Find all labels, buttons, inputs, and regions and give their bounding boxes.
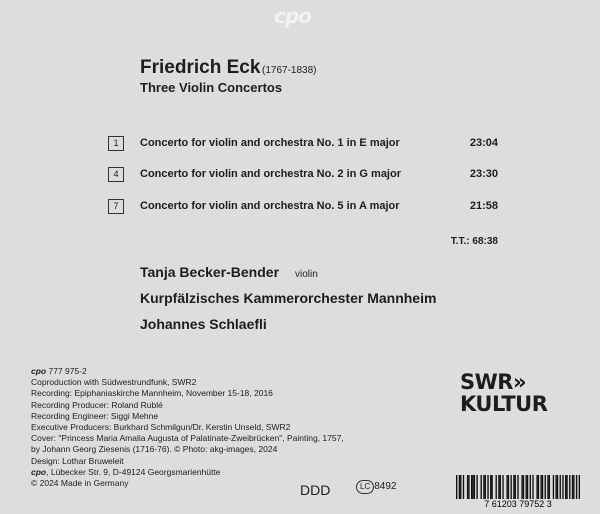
barcode-bar <box>471 475 472 499</box>
credits-block <box>31 366 344 489</box>
barcode-bar <box>569 475 570 499</box>
barcode-bar <box>476 475 477 499</box>
barcode-bar <box>572 475 573 499</box>
barcode-bar <box>549 475 550 499</box>
barcode-bar <box>463 475 464 499</box>
swr-logo-line1: SWR» <box>460 370 527 394</box>
barcode-bar <box>530 475 531 499</box>
barcode-bar <box>483 475 484 499</box>
barcode-bar <box>557 475 558 499</box>
barcode-bar <box>565 475 566 499</box>
barcode-bar <box>472 475 473 499</box>
catalog-number: 777 975-2 <box>48 366 87 376</box>
credit-line: Recording Engineer: Siggi Mehne <box>31 410 159 421</box>
track-title: Concerto for violin and orchestra No. 1 in E major <box>140 137 400 149</box>
barcode-bar <box>481 475 482 499</box>
barcode-bar <box>515 475 516 499</box>
track-duration: 23:04 <box>469 137 498 149</box>
barcode-bar <box>487 475 488 499</box>
barcode-bar <box>502 475 503 499</box>
barcode-bar <box>496 475 497 499</box>
barcode-bar <box>540 475 541 499</box>
track-row <box>108 199 498 215</box>
barcode-bar <box>508 475 509 499</box>
barcode-bar <box>553 475 554 499</box>
track-title: Concerto for violin and orchestra No. 5 in A major <box>140 200 400 212</box>
barcode-bar <box>459 475 460 499</box>
barcode-bar <box>467 475 468 499</box>
barcode-bar <box>532 475 533 499</box>
barcode-bar <box>562 475 563 499</box>
swr-kultur-logo <box>460 371 547 415</box>
track-title: Concerto for violin and orchestra No. 2 in G major <box>140 168 401 180</box>
credit-line: Coproduction with Südwestrundfunk, SWR2 <box>31 377 197 388</box>
track-duration: 21:58 <box>469 200 498 212</box>
track-row <box>108 167 498 183</box>
barcode-bar <box>474 475 475 499</box>
composer-name: Friedrich Eck <box>140 57 261 78</box>
track-number: 4 <box>108 167 124 182</box>
credit-line: Cover: "Princess Maria Amalia Augusta of Palatinate-Zweibrücken", Painting, 1757, <box>31 433 344 444</box>
barcode-bar <box>460 475 461 499</box>
track-number: 7 <box>108 199 124 214</box>
barcode-bar <box>579 475 580 499</box>
barcode-bar <box>547 475 548 499</box>
lc-number: 8492 <box>374 481 397 492</box>
barcode-bar <box>500 475 501 499</box>
conductor-name: Johannes Schlaefli <box>140 316 267 332</box>
barcode-bar <box>490 475 491 499</box>
barcode-bar <box>521 475 522 499</box>
cpo-logo: cpo <box>274 4 311 28</box>
soloist-name: Tanja Becker-Bender <box>140 264 280 280</box>
barcode-bar <box>491 475 492 499</box>
album-subtitle: Three Violin Concertos <box>140 80 283 95</box>
barcode-bar <box>468 475 469 499</box>
address-text: , Lübecker Str. 9, D-49124 Georgsmarienhütte <box>46 466 221 477</box>
soloist-role: violin <box>295 269 318 280</box>
track-row <box>108 136 498 152</box>
catalog-line <box>31 366 344 377</box>
barcode-bar <box>576 475 577 499</box>
barcode-bar <box>573 475 574 499</box>
barcode-bar <box>555 475 556 499</box>
label-code <box>356 480 396 494</box>
barcode-bar <box>560 475 561 499</box>
copyright-line: © 2024 Made in Germany <box>31 478 129 489</box>
credit-line: Executive Producers: Burkhard Schmilgun/Dr. Kerstin Unseld, SWR2 <box>31 422 291 433</box>
barcode-bar <box>485 475 486 499</box>
barcode-bar <box>513 475 514 499</box>
swr-logo-line2: KULTUR <box>460 392 548 416</box>
barcode-digits: 7 61203 79752 3 <box>484 499 552 508</box>
barcode-bar <box>456 475 457 499</box>
address-line <box>31 467 344 478</box>
barcode-bar <box>536 475 537 499</box>
total-time: T.T.: 68:38 <box>450 236 498 247</box>
barcode-bar <box>542 475 543 499</box>
catalog-label: cpo <box>31 366 47 376</box>
credit-line: Recording: Epiphaniaskirche Mannheim, November 15-18, 2016 <box>31 388 273 399</box>
barcode-bar <box>545 475 546 499</box>
barcode-bar <box>566 475 567 499</box>
address-label: cpo <box>31 466 47 477</box>
barcode-bar <box>525 475 526 499</box>
barcode-bar <box>511 475 512 499</box>
track-duration: 23:30 <box>469 168 498 180</box>
barcode-bar <box>506 475 507 499</box>
credit-line: Recording Producer: Roland Rublé <box>31 399 163 410</box>
barcode-bar <box>517 475 518 499</box>
barcode-bar <box>523 475 524 499</box>
track-number: 1 <box>108 136 124 151</box>
ddd-mark: DDD <box>300 482 331 498</box>
barcode <box>448 474 588 508</box>
credit-line: by Johann Georg Ziesenis (1716-76). © Photo: akg-images, 2024 <box>31 444 278 455</box>
composer-dates: (1767-1838) <box>262 65 317 76</box>
credit-line: Design: Lothar Bruweleit <box>31 455 124 466</box>
orchestra-name: Kurpfälzisches Kammerorchester Mannheim <box>140 290 437 306</box>
barcode-bar <box>538 475 539 499</box>
barcode-bar <box>498 475 499 499</box>
barcode-bar <box>527 475 528 499</box>
lc-badge: LC <box>356 480 374 494</box>
